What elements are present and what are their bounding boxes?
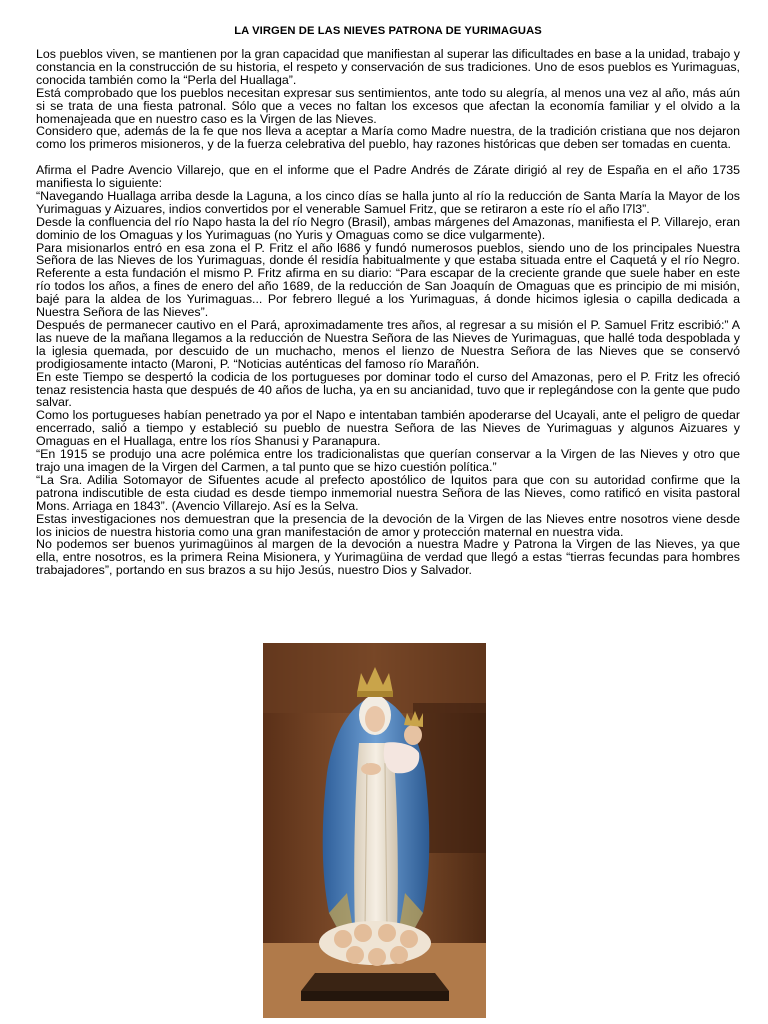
paragraph: Los pueblos viven, se mantienen por la gran capacidad que manifiestan al superar las dificultades en base a la unidad, trabajo y constancia en la construcción de su historia, el respeto y conservación de sus tradiciones. Uno de esos pueblos es Yurimaguas, conocida también como la “Perla del Huallaga”. <box>36 47 740 87</box>
document-body <box>36 48 740 577</box>
paragraph: Después de permanecer cautivo en el Pará, aproximadamente tres años, al regresar a su misión el P. Samuel Fritz escribió:” A las nueve de la mañana llegamos a la reducción de Nuestra Señora de las Nieves de Yurimaguas, que hallé toda despoblada y la iglesia quemada, por descuido de un muchacho, menos el lienzo de Nuestra Señora de las Nieves que se conservó prodigiosamente intacto (Maroni, P. “Noticias auténticas del famoso río Marañón. <box>36 318 740 371</box>
paragraph: No podemos ser buenos yurimagüinos al margen de la devoción a nuestra Madre y Patrona la Virgen de las Nieves, ya que ella, entre nosotros, es la primera Reina Misionera, y Yurimagüina de verdad que llegó a estas “tierras fecundas para hombres trabajadores”, portando en sus brazos a su hijo Jesús, nuestro Dios y Salvador. <box>36 537 740 578</box>
paragraph: Como los portugueses habían penetrado ya por el Napo e intentaban también apoderarse del Ucayali, ante el peligro de quedar encerrado, salió a tiempo y estableció su pueblo de nuestra Señora de las Nieves de Yurimaguas y algunos Aizuares y Omaguas en el Huallaga, entre los ríos Shanusi y Paranapura. <box>36 408 740 449</box>
paragraph: Afirma el Padre Avencio Villarejo, que en el informe que el Padre Andrés de Zárate dirigió al rey de España en el año 1735 manifiesta lo siguiente: <box>36 163 740 191</box>
paragraph: Para misionarlos entró en esa zona el P. Fritz el año l686 y fundó numerosos pueblos, siendo uno de los principales Nuestra Señora de las Nieves de los Yurimaguas, donde él residía habitualmente y que estaba situada entre el Caquetá y el río Negro. Referente a esta fundación el mismo P. Fritz afirma en su diario: “Para escapar de la creciente grande que suele haber en este río todos los años, a fines de enero del año 1689, de la reducción de San Joaquín de Omaguas que es principio de mi misión, bajé para la aldea de los Yurimaguas... Por febrero llegué a los Yurimaguas, á donde hicimos iglesia o capilla dedicada a Nuestra Señora de las Nieves”. <box>36 240 740 320</box>
document-title: LA VIRGEN DE LAS NIEVES PATRONA DE YURIMAGUAS <box>234 25 542 37</box>
paragraph: Está comprobado que los pueblos necesitan expresar sus sentimientos, ante todo su alegría, al menos una vez al año, más aún si se trata de una fiesta patronal. Sólo que a veces no faltan los excesos que afectan la economía familiar y el olvido a la homenajeada que en nuestro caso es la Virgen de las Nieves. <box>36 85 740 126</box>
paragraph: “Navegando Huallaga arriba desde la Laguna, a los cinco días se halla junto al río la reducción de Santa María la Mayor de los Yurimaguas y Aizuares, indios convertidos por el venerable Samuel Fritz, que se retiraron a este río el año l7l3”. <box>36 188 740 216</box>
paragraph: Estas investigaciones nos demuestran que la presencia de la devoción de la Virgen de las Nieves entre nosotros viene desde los inicios de nuestra historia como una gran manifestación de amor y protección maternal en nuestra vida. <box>36 511 740 539</box>
paragraph: “En 1915 se produjo una acre polémica entre los tradicionalistas que querían conservar a la Virgen de las Nieves y otro que trajo una imagen de la Virgen del Carmen, a tal punto que se hizo cuestión política.” <box>36 447 740 474</box>
paragraph: En este Tiempo se despertó la codicia de los portugueses por dominar todo el curso del Amazonas, pero el P. Fritz les ofreció tenaz resistencia hasta que después de 40 años de lucha, ya en su ancianidad, tuvo que ir replegándose con la gente que pudo salvar. <box>36 369 740 410</box>
paragraph: Considero que, además de la fe que nos lleva a aceptar a María como Madre nuestra, de la tradición cristiana que nos dejaron como los primeros misioneros, y de la fuerza celebrativa del pueblo, hay razones históricas que deben ser tomadas en cuenta. <box>36 124 740 152</box>
paragraph: Desde la confluencia del río Napo hasta la del río Negro (Brasil), ambas márgenes del Amazonas, manifiesta el P. Villarejo, eran dominio de los Omaguas y los Yurimaguas (no Yuris y Omaguas como se dice vulgarmente). <box>36 214 740 242</box>
paragraph: “La Sra. Adilia Sotomayor de Sifuentes acude al prefecto apostólico de Iquitos para que con su autoridad confirme que la patrona indiscutible de esta ciudad es desde tiempo inmemorial nuestra Señora de las Nieves, como ratificó en visita pastoral Mons. Arriaga en 1843”. (Avencio Villarejo. Así es la Selva. <box>36 472 740 513</box>
virgin-statue-photo <box>263 643 486 1018</box>
